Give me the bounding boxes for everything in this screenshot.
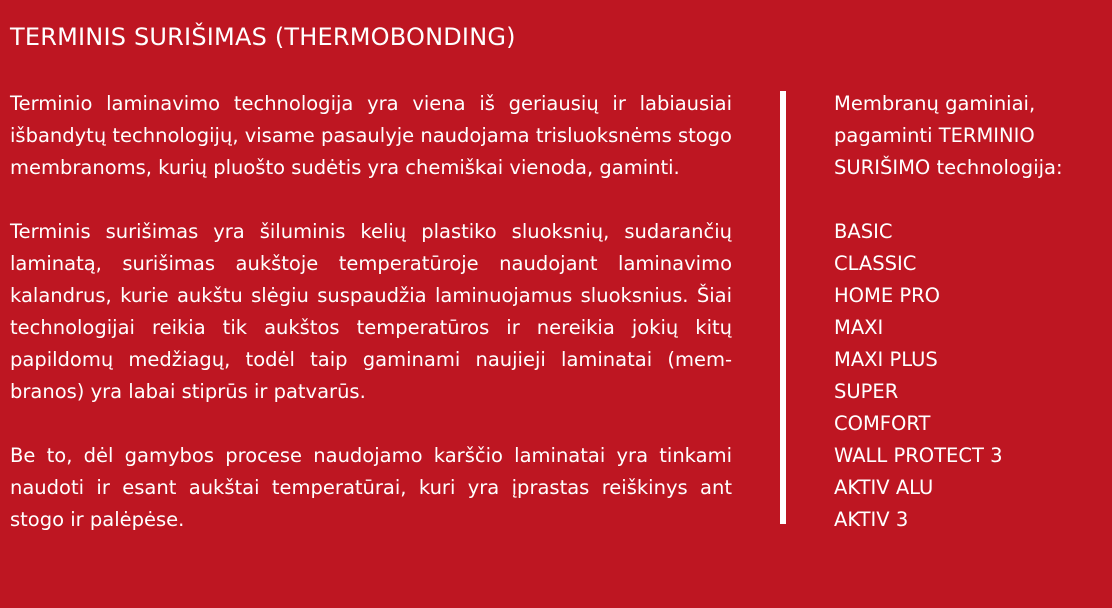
product-item-classic: CLASSIC xyxy=(834,252,917,275)
process-paragraph: Terminis surišimas yra šiluminis kelių plastiko sluoksnių, sudarančių laminatą, surišimas aukštoje temperatūroje naudojant laminavimo kalandrus, kurie aukštu slėgiu suspaudžia laminuojamus sluoksnius. Šiai technologijai reikia tik aukštos temperatūros ir nereikia jokių kitų papildomų medžiagų, todėl taip gaminami naujieji laminatai (membranos) yra labai stiprūs ir patvarūs. xyxy=(10,220,732,403)
product-item-basic: BASIC xyxy=(834,220,893,243)
product-item-aktiv-alu: AKTIV ALU xyxy=(834,476,934,499)
product-sidebar xyxy=(834,88,1104,536)
vertical-divider xyxy=(780,91,786,524)
main-text-column xyxy=(10,88,732,568)
product-item-maxi-plus: MAXI PLUS xyxy=(834,348,938,371)
benefits-paragraph: Be to, dėl gamybos procese naudojamo karščio laminatai yra tinkami naudoti ir esant aukštai temperatūrai, kuri yra įprastas reiškinys ant stogo ir palėpėse. xyxy=(10,444,732,531)
product-item-aktiv-3: AKTIV 3 xyxy=(834,508,909,531)
intro-paragraph: Terminio laminavimo technologija yra viena iš geriausių ir labiausiai išbandytų technologijų, visame pasaulyje naudojama trisluoksnėms stogo membranoms, kurių pluošto sudėtis yra chemiškai vienoda, gaminti. xyxy=(10,92,732,179)
product-item-home-pro: HOME PRO xyxy=(834,284,941,307)
page-title: TERMINIS SURIŠIMAS (THERMOBONDING) xyxy=(10,23,516,51)
sidebar-intro-text: Membranų gaminiai, pagaminti TERMINIO SURIŠIMO technologija: xyxy=(834,92,1063,179)
product-item-comfort: COMFORT xyxy=(834,412,931,435)
product-item-super: SUPER xyxy=(834,380,899,403)
product-item-wall-protect-3: WALL PROTECT 3 xyxy=(834,444,1003,467)
product-list xyxy=(834,216,1104,536)
product-item-maxi: MAXI xyxy=(834,316,884,339)
